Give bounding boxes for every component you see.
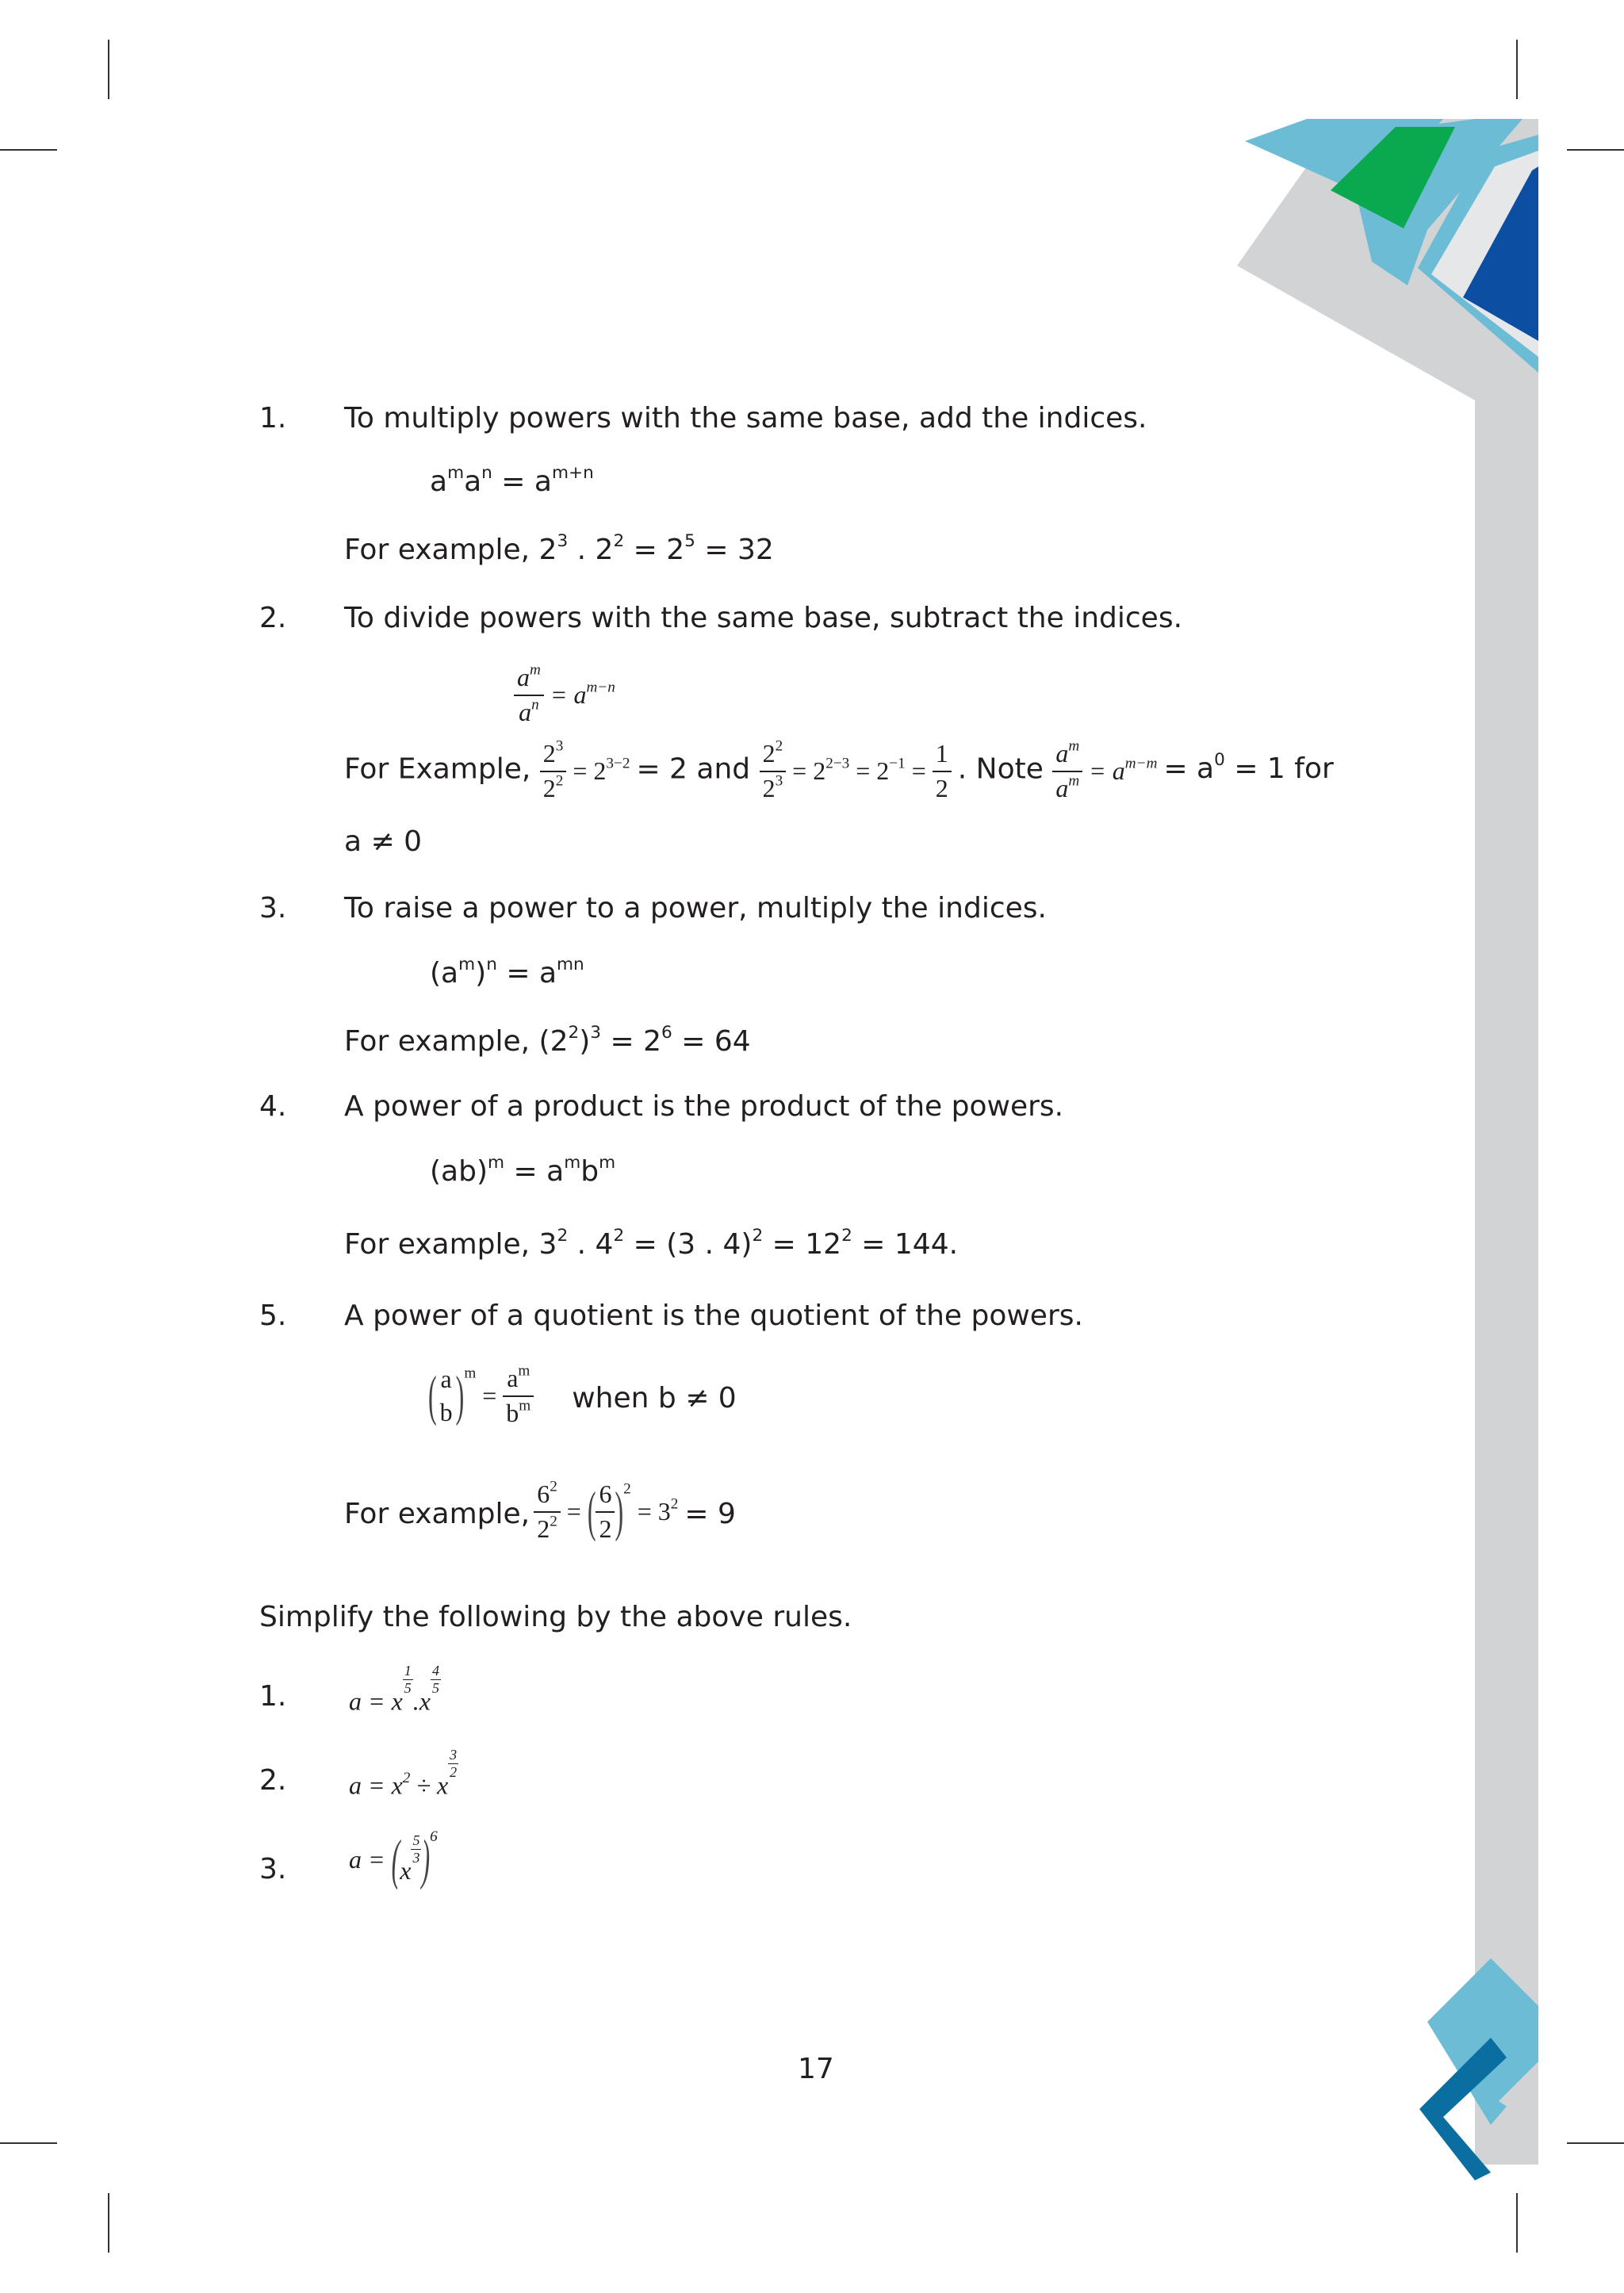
formula-quotient-rule: $\frac{a^m}{a^n}$ = $a^{m-n}$	[514, 664, 615, 725]
exercise-3-expression: a = (x $\frac{5}{3}$ )$^6$	[349, 1827, 438, 1890]
crop-mark	[108, 2193, 109, 2253]
exercise-2-expression: $a = x^2 \div x$ $\frac{3}{2}$	[349, 1747, 458, 1800]
crop-mark	[1567, 149, 1624, 151]
simplify-heading: Simplify the following by the above rules.	[259, 1601, 852, 1633]
crop-mark	[1516, 40, 1518, 99]
crop-mark	[108, 40, 109, 99]
rule-text: A power of a product is the product of the powers.	[344, 1090, 1064, 1123]
formula-product-rule: $a^ma^n = a^{m+n}$	[430, 462, 594, 498]
rule-number: 3.	[259, 892, 287, 924]
exercise-number: 3.	[259, 1853, 287, 1885]
condition-a-nonzero: a ≠ 0	[344, 825, 423, 858]
exercise-number: 2.	[259, 1764, 287, 1797]
rule-text: A power of a quotient is the quotient of the powers.	[344, 1300, 1083, 1332]
crop-mark	[1567, 2142, 1624, 2144]
crop-mark	[0, 149, 57, 151]
rule-number: 4.	[259, 1090, 287, 1123]
rule-number: 5.	[259, 1300, 287, 1332]
crop-mark	[1516, 2193, 1518, 2253]
example-2: For Example, $\frac{2^3}{2^2}$ = $2^{3-2} = 2$ and $\frac{2^2}{2^3}$ = $2^{2-3} = 2^{-1}$ = $\frac{1}{2}$ . Note $\frac{a^m}{a^m}$ = $a^{m-m} = a^0 = 1$ for	[344, 737, 1334, 802]
rule-number: 1.	[259, 402, 287, 434]
example-5: For example, $\frac{6^2}{2^2}$ = ( $\frac{6}{2}$ )$^2 = 3^2 = 9$	[344, 1478, 736, 1543]
crop-mark	[0, 2142, 57, 2144]
exercise-1-expression: a = x $\frac{1}{5}$ .x $\frac{4}{5}$	[349, 1663, 439, 1716]
example-1: For example, $2^3$ . $2^2 = 2^5 = 32$	[344, 530, 774, 566]
page-number: 17	[798, 2053, 834, 2085]
rule-number: 2.	[259, 602, 287, 634]
rule-text: To raise a power to a power, multiply the indices.	[344, 892, 1047, 924]
formula-power-rule: $(a^m)^n = a^{mn}$	[430, 954, 584, 990]
example-4: For example, $3^2$ . $4^2 = (3$ . $4)^2 = 12^2 = 144$.	[344, 1225, 959, 1261]
rule-text: To divide powers with the same base, subtract the indices.	[344, 602, 1183, 634]
exercise-number: 1.	[259, 1680, 287, 1713]
formula-product-power: $(ab)^m = a^mb^m$	[430, 1152, 616, 1188]
page-decoration	[1237, 119, 1538, 2180]
example-3: For example, $(2^2)^3 = 2^6 = 64$	[344, 1022, 751, 1058]
formula-quotient-power: ( a b )$^m$ = $\frac{a^m}{b^m}$ when b ≠ 0	[428, 1362, 737, 1427]
rule-text: To multiply powers with the same base, add the indices.	[344, 402, 1147, 434]
